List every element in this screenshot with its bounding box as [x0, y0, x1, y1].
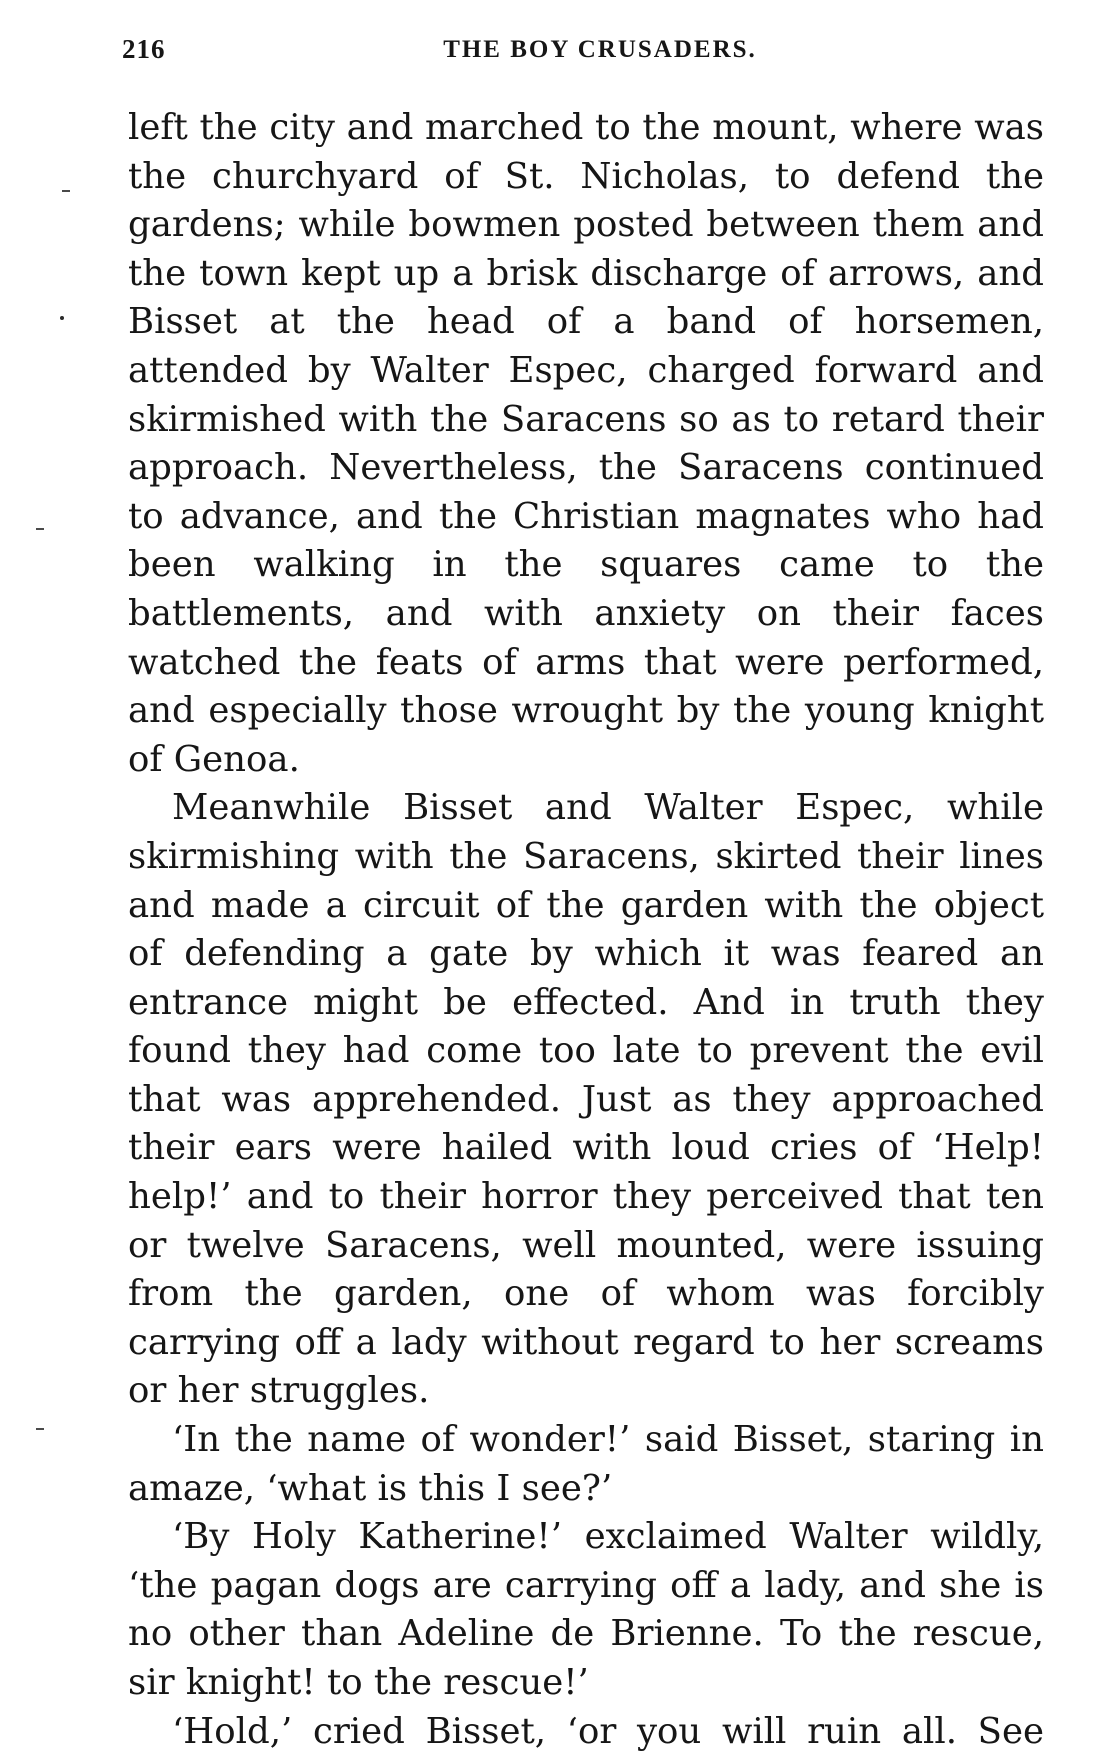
margin-speck: [36, 1428, 44, 1430]
body-text: [128, 104, 1044, 1756]
paragraph-2: Meanwhile Bisset and Walter Espec, while skirmishing with the Saracens, skirted their lines and made a circuit of the garden with the object of defending a gate by which it was feared an entrance might be effected. And in truth they found they had come too late to prevent the evil that was apprehended. Just as they approached their ears were hailed with loud cries of ‘Help! help!’ and to their horror they perceived that ten or twelve Saracens, well mounted, were issuing from the garden, one of whom was forcibly carrying off a lady without regard to her screams or her struggles.: [128, 787, 1044, 1412]
running-head: [122, 34, 1038, 74]
page-number: 216: [122, 34, 166, 64]
margin-speck: [60, 316, 64, 320]
margin-speck: [36, 528, 44, 530]
running-title: THE BOY CRUSADERS.: [443, 36, 757, 63]
paragraph-4: ‘By Holy Katherine!’ exclaimed Walter wildly, ‘the pagan dogs are carrying off a lady, and she is no other than Adeline de Brienne. To the rescue, sir knight! to the rescue!’: [128, 1516, 1044, 1703]
paragraph-5: ‘Hold,’ cried Bisset, ‘or you will ruin all. See: [172, 1710, 1044, 1752]
paragraph-3: ‘In the name of wonder!’ said Bisset, staring in amaze, ‘what is this I see?’: [128, 1419, 1044, 1509]
margin-speck: [62, 190, 70, 192]
paragraph-1: left the city and marched to the mount, where was the churchyard of St. Nicholas, to defend the gardens; while bowmen posted between them and the town kept up a brisk discharge of arrows, and Bisset at the head of a band of horsemen, attended by Walter Espec, charged forward and skirmished with the Saracens so as to retard their approach. Nevertheless, the Saracens continued to advance, and the Christian magnates who had been walking in the squares came to the battlements, and with anxiety on their faces watched the feats of arms that were performed, and especially those wrought by the young knight of Genoa.: [128, 107, 1044, 780]
